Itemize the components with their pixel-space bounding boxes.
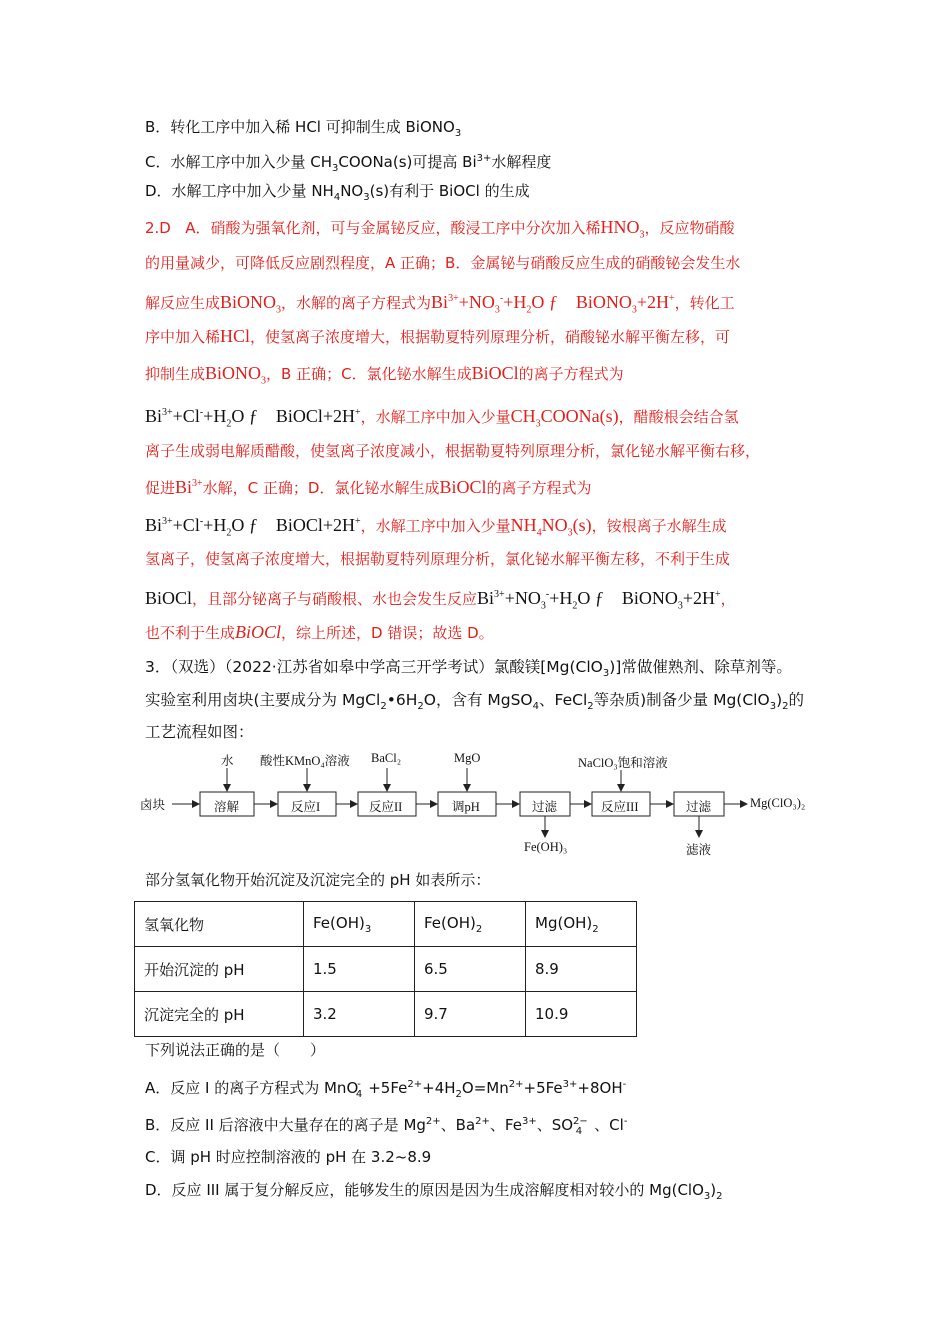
process-flowchart: [140, 748, 820, 858]
answer-line-12: 也不利于生成BiOCl，综上所述，D 错误；故选 D。: [145, 622, 494, 642]
flow-step-reaction-2: 反应II: [369, 800, 403, 814]
flow-step-reaction-3: 反应III: [601, 800, 639, 814]
flow-reagent-bacl2: BaCl₂: [371, 751, 402, 765]
answer-line-4: 序中加入稀HCl，使氢离子浓度增大，根据勒夏特列原理分析，硝酸铋水解平衡左移，可: [145, 326, 731, 346]
option-a: A．反应 I 的离子方程式为 $MnO^-_4 +5Fe^{2+}+4H_2O=Mn^{2+}+5Fe^{3+}+8OH^-$: [145, 1079, 627, 1100]
table-header-cell: 氢氧化物: [135, 902, 304, 947]
table-cell: 10.9: [526, 992, 637, 1037]
flow-step-adjust-ph: 调pH: [452, 800, 480, 814]
option-b: B．反应 II 后溶液中大量存在的离子是 $Mg^{2+}$、$Ba^{2+}$、$Fe^{3+}$、$SO^{2-}_4$ 、Cl-: [145, 1116, 628, 1137]
flow-product: Mg(ClO₃)₂: [750, 796, 806, 810]
answer-line-6: $Bi^{3+}+Cl^-+H_2O$ ƒ BiOCl+2H+，水解工序中加入少量$CH_3COONa(s)$，醋酸根会结合氢: [145, 406, 739, 430]
table-cell: 1.5: [304, 947, 415, 992]
flow-reagent-kmno4: 酸性KMnO₄溶液: [260, 754, 350, 768]
answer-line-8: 促进$Bi^{3+}$水解，C 正确；D．氯化铋水解生成BiOCl的离子方程式为: [145, 477, 592, 497]
question3-line-2: 实验室利用卤块(主要成分为 $MgCl_2•6H_2O$，含有 MgSO$_4$、FeCl$_2$等杂质)制备少量 $Mg(ClO_3)_2$的: [145, 691, 805, 713]
answer-line-7: 离子生成弱电解质醋酸，使氢离子浓度减小，根据勒夏特列原理分析，氯化铋水解平衡右移，: [145, 442, 761, 460]
answer-line-1: 2.D A．硝酸为强氧化剂，可与金属铋反应，酸浸工序中分次加入稀$HNO_3$，反应物硝酸: [145, 217, 735, 241]
table-header-cell: $Fe(OH)_2$: [415, 902, 526, 947]
flow-reagent-naclo3: NaClO₃饱和溶液: [578, 756, 668, 770]
answer-line-11: BiOCl，且部分铋离子与硝酸根、水也会发生反应$Bi^{3+}+NO_3^-+H_2O$ ƒ BiONO$_3$+2H+，: [145, 588, 736, 612]
table-header-cell: $Mg(OH)_2$: [526, 902, 637, 947]
flow-step-filter-2: 过滤: [686, 800, 712, 814]
answer-line-9: $Bi^{3+}+Cl^-+H_2O$ ƒ BiOCl+2H+，水解工序中加入少量$NH_4NO_3(s)$，铵根离子水解生成: [145, 515, 727, 539]
table-cell: 6.5: [415, 947, 526, 992]
table-row: [135, 947, 637, 992]
table-header-cell: $Fe(OH)_3$: [304, 902, 415, 947]
flow-step-filter-1: 过滤: [532, 800, 558, 814]
option-b-prev: B．转化工序中加入稀 HCl 可抑制生成 BiONO$_3$: [145, 118, 462, 139]
table-cell: 沉淀完全的 pH: [135, 992, 304, 1037]
option-c: C．调 pH 时应控制溶液的 pH 在 3.2~8.9: [145, 1148, 432, 1166]
answer-line-10: 氢离子，使氢离子浓度增大，根据勒夏特列原理分析，氯化铋水解平衡左移，不利于生成: [145, 550, 731, 568]
flow-step-dissolve: 溶解: [214, 800, 240, 814]
flow-reagent-mgo: MgO: [454, 751, 481, 765]
answer-line-2: 的用量减少，可降低反应剧烈程度，A 正确；B．金属铋与硝酸反应生成的硝酸铋会发生水: [145, 254, 741, 272]
table-cell: 开始沉淀的 pH: [135, 947, 304, 992]
answer-line-3: 解反应生成BiONO$_3$，水解的离子方程式为$Bi^{3+}+NO_3^-+H_2O$ ƒ BiONO$_3$+2H+，转化工: [145, 292, 735, 316]
flow-byproduct-feoh3: Fe(OH)₃: [524, 840, 568, 854]
table-header-row: [135, 902, 637, 947]
table-cell: 8.9: [526, 947, 637, 992]
flow-byproduct-filtrate: 滤液: [686, 843, 712, 857]
table-row: [135, 992, 637, 1037]
question3-line-3: 工艺流程如图：: [145, 723, 254, 741]
option-d: D．反应 III 属于复分解反应，能够发生的原因是因为生成溶解度相对较小的 $Mg(ClO_3)_2$: [145, 1181, 723, 1202]
flow-reagent-water: 水: [221, 754, 234, 768]
flow-input: 卤块: [140, 798, 166, 812]
option-d-prev: D．水解工序中加入少量 $NH_4NO_3(s)$有利于 BiOCl 的生成: [145, 182, 530, 203]
option-c-prev: C．水解工序中加入少量 $CH_3COONa(s)$可提高 $Bi^{3+}$水解程度: [145, 153, 552, 174]
table-cell: 9.7: [415, 992, 526, 1037]
ph-table: [134, 901, 637, 1037]
question3-stem: 下列说法正确的是（ ）: [145, 1041, 326, 1059]
question3-line-1: 3．（双选）（2022·江苏省如皋中学高三开学考试）氯酸镁[Mg(ClO$_3$)]常做催熟剂、除草剂等。: [145, 658, 792, 680]
table-intro: 部分氢氧化物开始沉淀及沉淀完全的 pH 如表所示：: [145, 871, 491, 889]
flow-step-reaction-1: 反应I: [291, 800, 321, 814]
answer-line-5: 抑制生成BiONO$_3$，B 正确；C．氯化铋水解生成BiOCl的离子方程式为: [145, 363, 624, 387]
table-cell: 3.2: [304, 992, 415, 1037]
